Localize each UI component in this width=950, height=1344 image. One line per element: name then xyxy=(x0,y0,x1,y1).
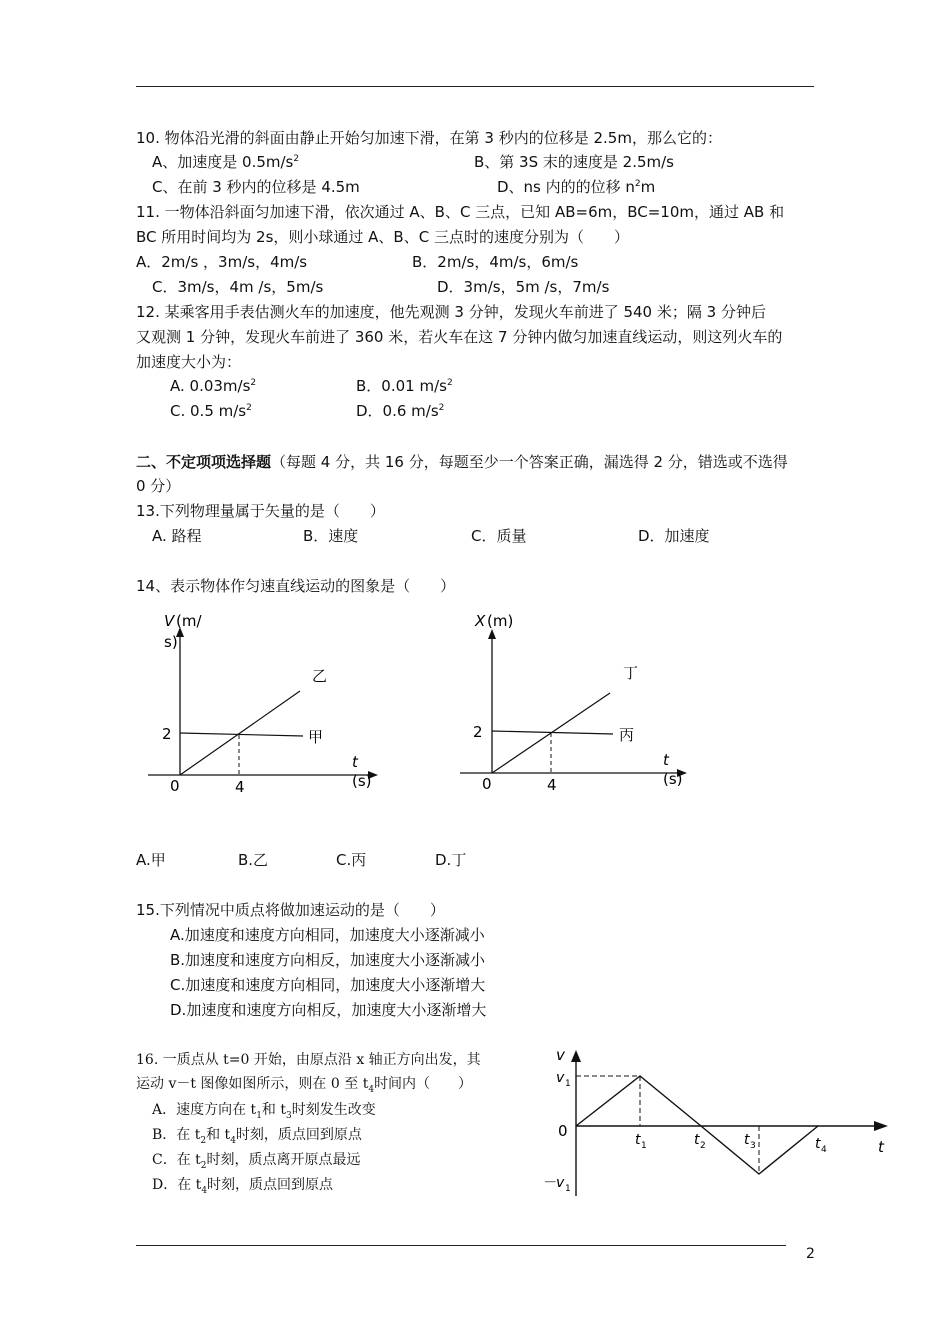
g1-xlabel-unit: (s) xyxy=(352,772,372,790)
g3-t1-label xyxy=(635,1132,647,1151)
svg-text:1: 1 xyxy=(565,1079,571,1089)
header-rule xyxy=(136,86,814,87)
q13-option-c: C．质量 xyxy=(471,527,527,545)
g2-x-tick-4: 4 xyxy=(547,776,557,794)
svg-text:v: v xyxy=(556,1070,565,1086)
q10-option-b: B、第 3S 末的速度是 2.5m/s xyxy=(474,153,674,171)
q13-stem: 13.下列物理量属于矢量的是（ ） xyxy=(136,502,385,520)
g3-t3-label xyxy=(744,1132,756,1151)
q14-option-a: A.甲 xyxy=(136,851,166,869)
svg-text:t: t xyxy=(815,1136,821,1152)
q13-option-a: A. 路程 xyxy=(152,527,202,545)
g1-line-yi-label: 乙 xyxy=(312,667,328,685)
section2-header xyxy=(136,452,788,472)
q16-option-a: A．速度方向在 $t_1$和 $t_3$时刻发生改变 xyxy=(152,1102,376,1121)
svg-text:1: 1 xyxy=(641,1141,647,1151)
g3-origin: 0 xyxy=(558,1122,568,1140)
q14-option-b: B.乙 xyxy=(238,851,269,869)
svg-text:4: 4 xyxy=(821,1145,827,1155)
graph-vt-jia-yi xyxy=(140,605,400,805)
g3-t4-label xyxy=(815,1136,827,1155)
q10-option-c: C、在前 3 秒内的位移是 4.5m xyxy=(152,178,360,196)
g1-line-jia-label: 甲 xyxy=(308,728,324,746)
g2-y-tick-2: 2 xyxy=(473,723,483,741)
q12-option-d: D．0.6 $m/s^2$ xyxy=(356,402,445,420)
g2-line-ding-label: 丁 xyxy=(623,664,639,682)
section2-note: （每题 4 分，共 16 分，每题至少一个答案正确，漏选得 2 分，错选或不选得 xyxy=(271,453,788,471)
q11-stem-line2: BC 所用时间均为 2s，则小球通过 A、B、C 三点时的速度分别为（ ） xyxy=(136,228,629,246)
q12-option-a: A. $0.03m/s^2$ xyxy=(170,377,257,395)
q12-stem-line3: 加速度大小为： xyxy=(136,353,242,371)
q12-stem-line1: 12. 某乘客用手表估测火车的加速度，他先观测 3 分钟，发现火车前进了 540 米；隔 3 分钟后 xyxy=(136,303,766,321)
q10-stem: 10. 物体沿光滑的斜面由静止开始匀加速下滑，在第 3 秒内的位移是 2.5m，那么它的： xyxy=(136,129,722,147)
graph-q16-vt xyxy=(540,1040,900,1205)
section2-title: 二、不定项项选择题 xyxy=(136,453,272,471)
q11-option-d: D．3m/s，5m /s，7m/s xyxy=(437,278,610,296)
q15-option-c: C.加速度和速度方向相同，加速度大小逐渐增大 xyxy=(170,976,486,994)
g3-neg-v1-label xyxy=(542,1175,571,1194)
g1-xlabel-var: t xyxy=(352,753,358,771)
q10-option-a: A、加速度是 $0.5m/s^2$ xyxy=(152,153,300,171)
q16-option-c: C．在 $t_2$时刻，质点离开原点最远 xyxy=(152,1152,361,1171)
svg-text:t: t xyxy=(694,1132,700,1148)
g1-ylabel-unit2: s) xyxy=(164,633,178,651)
q12-option-c: C. 0.5 $m/s^2$ xyxy=(170,402,252,420)
g1-ylabel-var: V xyxy=(164,612,175,630)
g3-t2-label xyxy=(694,1132,706,1151)
g2-line-bing-label: 丙 xyxy=(619,726,635,744)
section2-note-line2: 0 分） xyxy=(136,477,181,495)
q11-option-c: C．3m/s，4m /s，5m/s xyxy=(152,278,324,296)
q11-stem-line1: 11. 一物体沿斜面匀加速下滑，依次通过 A、B、C 三点，已知 AB=6m，BC=10m，通过 AB 和 xyxy=(136,203,785,221)
g2-ylabel-unit: (m) xyxy=(487,612,514,630)
q16-option-b: B．在 $t_2$和 $t_4$时刻，质点回到原点 xyxy=(152,1127,362,1146)
q14-option-d: D.丁 xyxy=(435,851,467,869)
g1-origin: 0 xyxy=(170,777,180,795)
q15-option-d: D.加速度和速度方向相反，加速度大小逐渐增大 xyxy=(170,1001,487,1019)
q12-stem-line2: 又观测 1 分钟，发现火车前进了 360 米，若火车在这 7 分钟内做匀加速直线运动，则这列火车的 xyxy=(136,328,783,346)
g2-xlabel-var: t xyxy=(663,751,669,769)
q14-stem: 14、表示物体作匀速直线运动的图象是（ ） xyxy=(136,577,456,595)
g1-ylabel-unit1: (m/ xyxy=(176,612,202,630)
svg-text:2: 2 xyxy=(700,1141,706,1151)
footer-rule xyxy=(136,1245,786,1246)
g3-t-axis-label: t xyxy=(878,1138,884,1156)
g1-y-tick-2: 2 xyxy=(162,725,172,743)
svg-text:t: t xyxy=(635,1132,641,1148)
q14-option-c: C.丙 xyxy=(336,851,367,869)
g2-ylabel-var: X xyxy=(475,612,486,630)
svg-text:－v: －v xyxy=(542,1175,565,1191)
q15-option-a: A.加速度和速度方向相同，加速度大小逐渐减小 xyxy=(170,926,485,944)
svg-text:t: t xyxy=(744,1132,750,1148)
q15-option-b: B.加速度和速度方向相反，加速度大小逐渐减小 xyxy=(170,951,486,969)
g3-v1-label xyxy=(556,1070,571,1089)
page-number: 2 xyxy=(806,1246,815,1262)
g3-v-axis-label: v xyxy=(556,1046,565,1064)
q11-option-a: A．2m/s ，3m/s，4m/s xyxy=(136,253,308,271)
q13-option-d: D．加速度 xyxy=(638,527,710,545)
graph-xt-bing-ding xyxy=(455,605,715,805)
q11-option-b: B．2m/s，4m/s，6m/s xyxy=(412,253,579,271)
q16-stem-line1: 16. 一质点从 t=0 开始，由原点沿 x 轴正方向出发，其 xyxy=(136,1052,481,1068)
g2-xlabel-unit: (s) xyxy=(663,770,683,788)
svg-text:1: 1 xyxy=(565,1184,571,1194)
q16-stem-line2: 运动 v－t 图像如图所示，则在 0 至 $t_4$时间内（ ） xyxy=(136,1076,473,1095)
q15-stem: 15.下列情况中质点将做加速运动的是（ ） xyxy=(136,901,445,919)
q13-option-b: B．速度 xyxy=(303,527,359,545)
q16-option-d: D．在 $t_4$时刻，质点回到原点 xyxy=(152,1177,334,1196)
q10-option-d: D、ns 内的的位移 $n^2m$ xyxy=(497,178,656,196)
g1-x-tick-4: 4 xyxy=(235,778,245,796)
q12-option-b: B．0.01 $m/s^2$ xyxy=(356,377,453,395)
svg-text:3: 3 xyxy=(750,1141,756,1151)
g2-origin: 0 xyxy=(482,775,492,793)
